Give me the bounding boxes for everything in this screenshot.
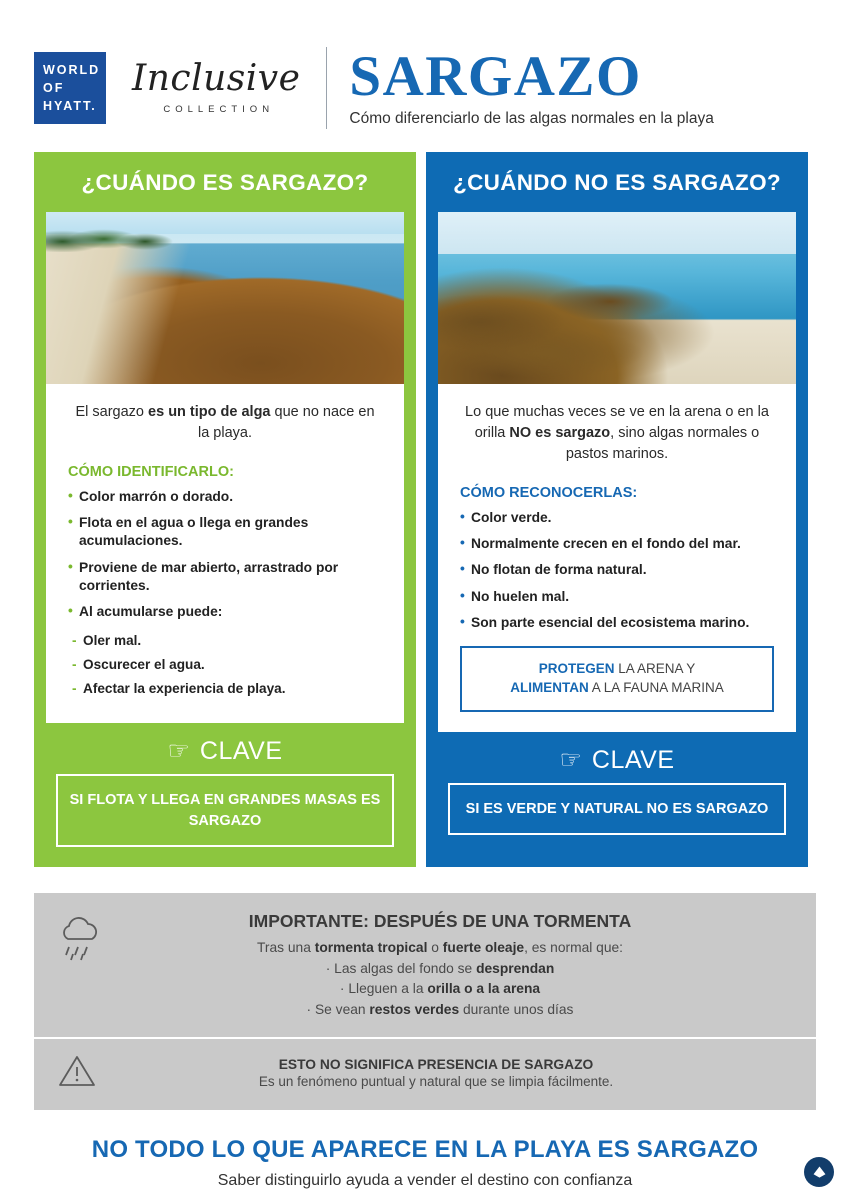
lead-left-post: que no nace en la playa. (197, 404, 375, 442)
item-pre: · Se vean (306, 1001, 370, 1017)
lead-right-pre: Lo que muchas veces se ve en la arena o en la orilla (465, 404, 769, 442)
panel-body-right (438, 212, 796, 732)
lead-left-pre: El sargazo (75, 404, 149, 420)
page-title: SARGAZO (349, 44, 642, 108)
sub-list-item: - Oler mal. (72, 633, 404, 648)
list-item: • Proviene de mar abierto, arrastrado por corrientes. (68, 559, 382, 595)
panel-lead-right (438, 384, 796, 469)
protect-end: A LA FAUNA MARINA (588, 679, 724, 695)
clave-label-left: CLAVE (199, 737, 283, 766)
section-label-identify: CÓMO IDENTIFICARLO: (68, 464, 234, 481)
identify-bullet-list (46, 488, 404, 621)
comparison-panels (0, 152, 850, 867)
list-item: • Flota en el agua o llega en grandes acumulaciones. (68, 514, 382, 550)
item-bold: orilla o a la arena (427, 981, 541, 997)
important-after-storm-block (34, 893, 816, 1037)
panel-lead-left (46, 384, 404, 448)
section-label-recognize: CÓMO RECONOCERLAS: (460, 485, 638, 502)
intro-pre: Tras una (256, 939, 315, 955)
intro-bold-2: fuerte oleaje (442, 939, 525, 955)
lead-right-bold: NO es sargazo (509, 425, 611, 442)
pointing-hand-icon: ☞ (559, 745, 582, 774)
protect-feed-callout (460, 646, 774, 712)
important-content (124, 911, 796, 1021)
inclusive-script-text: Inclusive (132, 58, 301, 99)
protect-bold-1: PROTEGEN (538, 661, 615, 677)
panel-heading-left: ¿CUÁNDO ES SARGAZO? (81, 170, 369, 195)
recognize-bullet-list (438, 509, 796, 632)
lead-left-bold: es un tipo de alga (148, 404, 271, 420)
clave-row-right (426, 732, 808, 783)
list-item: • Color marrón o dorado. (68, 488, 382, 506)
protect-mid: LA ARENA Y (614, 661, 696, 677)
clave-box-left: SI FLOTA Y LLEGA EN GRANDES MASAS ES SARGAZO (56, 774, 394, 847)
inclusive-collection-label: COLLECTION (163, 104, 275, 115)
header-divider (326, 47, 327, 129)
note-title: ESTO NO SIGNIFICA PRESENCIA DE SARGAZO (278, 1057, 594, 1073)
intro-bold-1: tormenta tropical (314, 939, 428, 955)
list-item: • Son parte esencial del ecosistema marino. (460, 614, 774, 632)
inclusive-collection-logo (132, 58, 326, 115)
list-item: • No huelen mal. (460, 588, 774, 606)
item-bold: restos verdes (369, 1001, 460, 1017)
item-pre: · Lleguen a la (339, 981, 428, 997)
clave-label-right: CLAVE (591, 745, 675, 774)
page-footer (0, 1136, 850, 1190)
intro-post: , es normal que: (524, 939, 624, 955)
important-item (124, 1000, 756, 1021)
identify-sub-list (46, 629, 404, 696)
pointing-hand-icon: ☞ (167, 737, 190, 766)
no-sargassum-note (34, 1039, 816, 1110)
item-post: durante unos días (459, 1001, 574, 1017)
panel-heading-right: ¿CUÁNDO NO ES SARGAZO? (453, 170, 781, 195)
world-of-hyatt-logo (34, 52, 106, 124)
list-item: • Al acumularse puede: (68, 603, 382, 621)
warning-triangle-icon (54, 1051, 100, 1096)
item-pre: · Las algas del fondo se (325, 960, 477, 976)
normal-algae-beach-photo (438, 212, 796, 384)
important-title: IMPORTANTE: DESPUÉS DE UNA TORMENTA (248, 910, 632, 931)
logo-line-3: HYATT. (43, 99, 97, 114)
page-header (0, 0, 850, 152)
list-item: • Normalmente crecen en el fondo del mar. (460, 535, 774, 553)
intro-mid: o (427, 939, 443, 955)
panel-when-sargassum (34, 152, 416, 867)
corner-badge-icon[interactable] (804, 1157, 834, 1187)
lead-right-post: , sino algas normales o pastos marinos. (565, 425, 760, 463)
panel-body-left (46, 212, 404, 723)
protect-bold-2: ALIMENTAN (510, 679, 589, 695)
clave-row-left (34, 723, 416, 774)
logo-line-2: OF (43, 80, 65, 95)
rain-cloud-icon (54, 911, 106, 968)
sub-list-item: - Oscurecer el agua. (72, 657, 404, 672)
list-item: • Color verde. (460, 509, 774, 527)
footer-subline: Saber distinguirlo ayuda a vender el destino con confianza (217, 1171, 633, 1189)
sargassum-beach-photo (46, 212, 404, 384)
list-item: • No flotan de forma natural. (460, 561, 774, 579)
sub-list-item: - Afectar la experiencia de playa. (72, 681, 404, 696)
clave-box-right: SI ES VERDE Y NATURAL NO ES SARGAZO (448, 783, 786, 835)
panel-when-not-sargassum (426, 152, 808, 867)
important-item (124, 959, 756, 980)
title-block (349, 44, 714, 128)
footer-headline: NO TODO LO QUE APARECE EN LA PLAYA ES SARGAZO (91, 1135, 759, 1163)
important-intro (124, 938, 756, 959)
note-subtitle: Es un fenómeno puntual y natural que se limpia fácilmente. (258, 1074, 614, 1090)
item-bold: desprendan (476, 960, 555, 976)
page-subtitle: Cómo diferenciarlo de las algas normales en la playa (349, 110, 714, 128)
important-item (124, 979, 756, 1000)
logo-line-1: WORLD (43, 62, 101, 77)
note-content (116, 1057, 796, 1089)
